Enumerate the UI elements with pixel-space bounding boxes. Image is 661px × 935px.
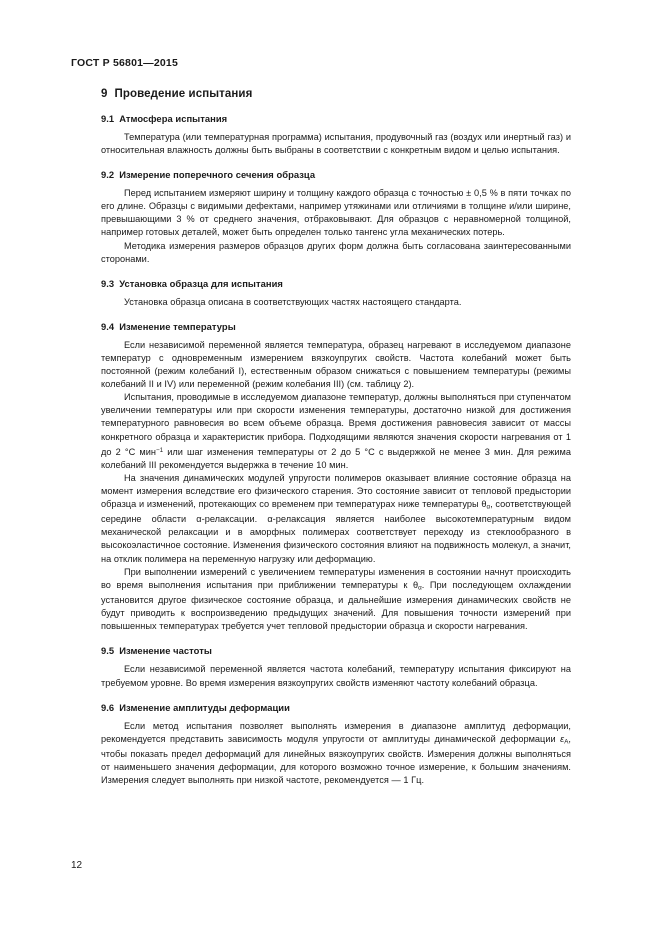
- section-number-9-5: 9.5: [101, 645, 115, 657]
- section-number-9-4: 9.4: [101, 320, 115, 332]
- section-heading-9-3: [101, 278, 571, 289]
- section-number-9-1: 9.1: [101, 113, 115, 124]
- section-title-9-4: Изменение температуры: [119, 320, 236, 332]
- section-heading-9-5: [101, 645, 571, 656]
- section-title-9-5: Изменение частоты: [119, 645, 212, 657]
- section-heading-9-2: [101, 169, 571, 180]
- paragraph: Температура (или температурная программа) испытания, продувочный газ (воздух или инертный газ) и относительная влажность должны быть выбраны в соответствии с конкретным видом и целью испытания.: [101, 132, 571, 156]
- section-number-9-6: 9.6: [101, 701, 115, 713]
- paragraph: Если независимой переменной является частота колебаний, температуру испытания фиксируют на требуемом уровне. Во время измерения вязкоупругих свойств изменяют частоту колебаний образца.: [101, 664, 571, 688]
- paragraph: Если независимой переменной является температура, образец нагревают в исследуемом диапазоне температур с одновременным измерением вязкоупругих свойств. Частота колебаний может быть постоянной (режим колебаний I), естественным образом снижаться с повышением температуры (режимы колебаний II и IV) или переменной (режим колебания III) (см. таблицу 2).: [101, 339, 571, 390]
- section-number-9-2: 9.2: [101, 169, 115, 181]
- paragraph: На значения динамических модулей упругости полимеров оказывает влияние состояние образца на момент измерения вследствие его физического старения. Это состояние зависит от тепловой предыстории образца и изменений, протекающих со временем при температурах ниже температуры $\theta_\alpha$, соответствующей середине области α-релаксации. α-релаксация является наиболее высокотемпературным видом механической релаксации и в аморфных полимерах соответствует переходу из стеклообразного в высокоэластичное состояние. Изменения физического состояния влияют на подвижность молекул, а значит, на отклик полимера на переменную нагрузку или деформацию.: [101, 472, 571, 564]
- page-number: 12: [71, 860, 83, 871]
- section-heading-9-4: [101, 321, 571, 332]
- section-title-9-6: Изменение амплитуды деформации: [119, 701, 290, 713]
- paragraph: При выполнении измерений с увеличением температуры изменения в состоянии начнут происходить во время выполнения испытания при приближении температуры к $\theta_\alpha$. При последующем охлаждении установится другое физическое состояние образца, и дальнейшие измерения динамических свойств не будут приводить к воспроизведению предыдущих значений. Для повышения точности измерений при повышенных температурах требуется учет тепловой предыстории образца и скорости нагревания.: [101, 566, 571, 632]
- section-heading-9-1: [101, 113, 571, 124]
- clause-title-text: Проведение испытания: [114, 88, 253, 100]
- page-content: [101, 88, 571, 788]
- section-heading-9-6: [101, 702, 571, 713]
- clause-number: 9: [101, 88, 108, 100]
- paragraph: Если метод испытания позволяет выполнять измерения в диапазоне амплитуд деформации, рекомендуется представить зависимость модуля упругости от амплитуды динамической деформации $\varepsilon_A$, чтобы показать предел деформаций для линейных вязкоупругих свойств. Измерения должны выполняться от наименьшего значения деформации, для которого возможно точное измерение, к большим значениям. Измерения следует выполнять при низкой частоте, рекомендуется — 1 Гц.: [101, 720, 571, 786]
- paragraph: Установка образца описана в соответствующих частях настоящего стандарта.: [124, 296, 462, 307]
- paragraph: Методика измерения размеров образцов других форм должна быть согласована заинтересованными сторонами.: [101, 240, 571, 264]
- paragraph: Перед испытанием измеряют ширину и толщину каждого образца с точностью ± 0,5 % в пяти точках по его длине. Образцы с видимыми дефектами, например утяжинами или отличиями в толщине и/или ширине, превышающими 3 % от среднего значения, отбраковывают. Для образцов с неравномерной толщиной, например готовых деталей, может быть определен только тангенс угла механических потерь.: [101, 188, 571, 238]
- section-title-9-2: Измерение поперечного сечения образца: [119, 169, 316, 181]
- section-title-9-1: Атмосфера испытания: [119, 113, 228, 124]
- paragraph: Испытания, проводимые в исследуемом диапазоне температур, должны выполняться при ступенчатом увеличении температуры или при скорости изменения температуры, достаточно низкой для достижения температурного равновесия во всем объеме образца. Время достижения равновесия зависит от массы конкретного образца и характеристик прибора. Подходящими являются значения скорости нагревания от 1 до 2 °C мин$^{-1}$ или шаг изменения температуры от 2 до 5 °C с выдержкой не менее 3 мин. Для режима колебаний III рекомендуется выдержка в течение 10 мин.: [101, 392, 571, 470]
- section-title-9-3: Установка образца для испытания: [119, 277, 283, 289]
- running-head-standard-ref: ГОСТ Р 56801—2015: [71, 57, 179, 69]
- section-number-9-3: 9.3: [101, 277, 115, 289]
- clause-heading: [101, 88, 571, 100]
